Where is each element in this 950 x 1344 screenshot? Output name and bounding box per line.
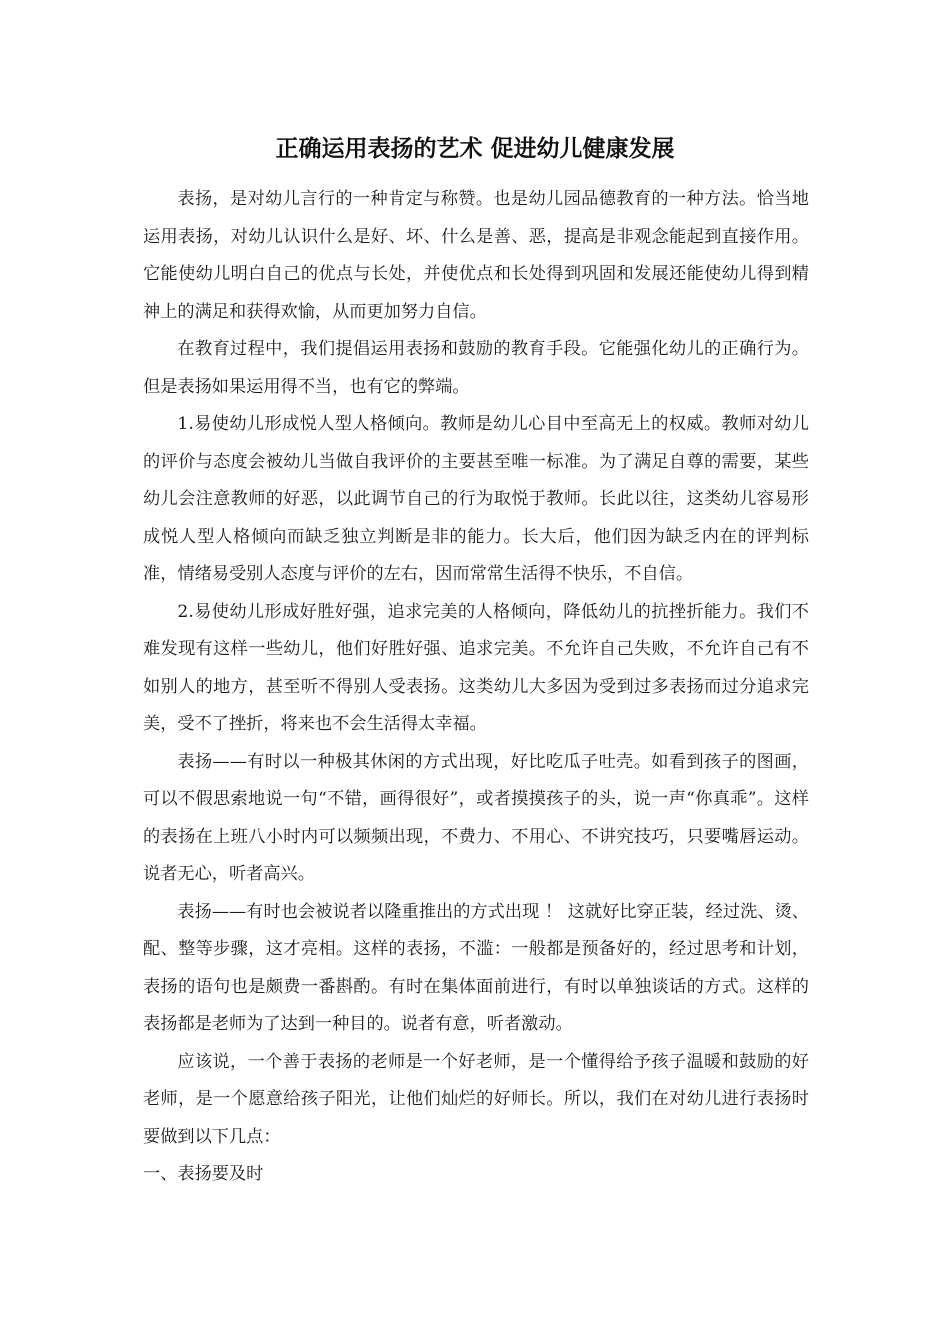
document-title: 正确运用表扬的艺术 促进幼儿健康发展 [275,136,675,162]
paragraph: 1.易使幼儿形成悦人型人格倾向。教师是幼儿心目中至高无上的权威。教师对幼儿的评价与态度会被幼儿当做自我评价的主要甚至唯一标准。为了满足自尊的需要，某些幼儿会注意教师的好恶，以此调节自己的行为取悦于教师。长此以往，这类幼儿容易形成悦人型人格倾向而缺乏独立判断是非的能力。长大后，他们因为缺乏内在的评判标准，情绪易受别人态度与评价的左右，因而常常生活得不快乐，不自信。 [143,414,809,584]
paragraph: 2.易使幼儿形成好胜好强，追求完美的人格倾向，降低幼儿的抗挫折能力。我们不难发现有这样一些幼儿，他们好胜好强、追求完美。不允许自己失败，不允许自己有不如别人的地方，甚至听不得别人受表扬。这类幼儿大多因为受到过多表扬而过分追求完美，受不了挫折，将来也不会生活得太幸福。 [143,601,809,734]
paragraph: 表扬——有时也会被说者以隆重推出的方式出现 ！ 这就好比穿正装，经过洗、烫、配、整等步骤，这才亮相。这样的表扬，不滥：一般都是预备好的，经过思考和计划，表扬的语句也是颇费一番斟酌。有时在集体面前进行，有时以单独谈话的方式。这样的表扬都是老师为了达到一种目的。说者有意，听者激动。 [143,901,809,1034]
paragraph: 表扬——有时以一种极其休闲的方式出现，好比吃瓜子吐壳。如看到孩子的图画，可以不假思索地说一句“不错，画得很好”，或者摸摸孩子的头，说一声“你真乖”。这样的表扬在上班八小时内可以频频出现，不费力、不用心、不讲究技巧，只要嘴唇运动。说者无心，听者高兴。 [143,751,809,884]
paragraph: 表扬，是对幼儿言行的一种肯定与称赞。也是幼儿园品德教育的一种方法。恰当地运用表扬，对幼儿认识什么是好、坏、什么是善、恶，提高是非观念能起到直接作用。它能使幼儿明白自己的优点与长处，并使优点和长处得到巩固和发展还能使幼儿得到精神上的满足和获得欢愉，从而更加努力自信。 [143,189,809,322]
section-heading: 一、表扬要及时 [143,1164,264,1184]
document-body [143,181,809,1194]
paragraph: 应该说，一个善于表扬的老师是一个好老师，是一个懂得给予孩子温暖和鼓励的好老师，是一个愿意给孩子阳光，让他们灿烂的好师长。所以，我们在对幼儿进行表扬时要做到以下几点： [143,1051,809,1147]
paragraph: 在教育过程中，我们提倡运用表扬和鼓励的教育手段。它能强化幼儿的正确行为。但是表扬如果运用得不当，也有它的弊端。 [143,339,809,397]
